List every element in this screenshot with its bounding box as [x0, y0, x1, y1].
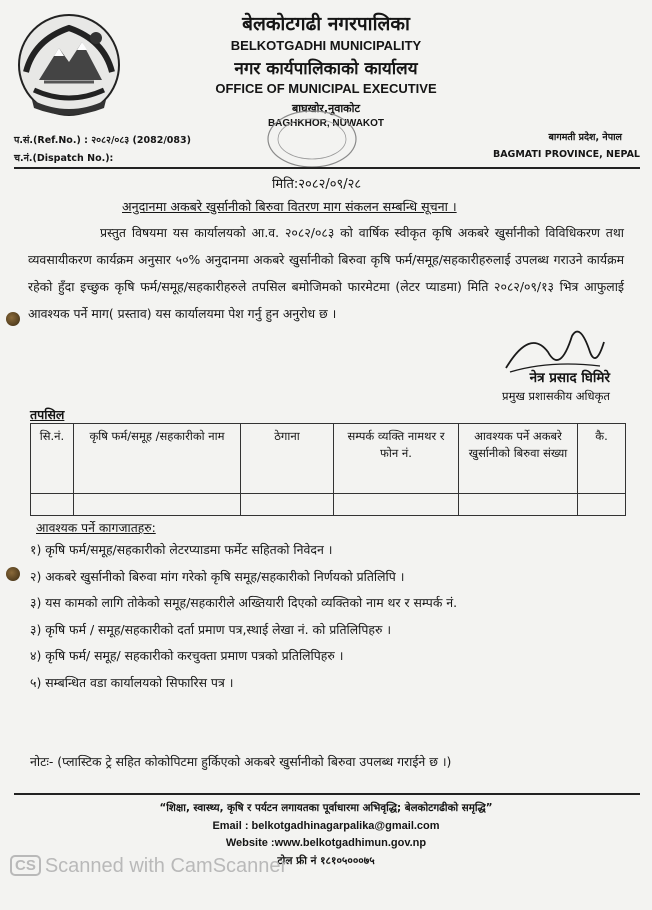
footer-tollfree: टोल फ्री नं १८१०५०००७५ — [277, 855, 375, 867]
col-header-seedling-count: आवश्यक पर्ने अकबरे खुर्सानीको बिरुवा संख्या — [459, 424, 578, 494]
list-item: ५) सम्बन्धित वडा कार्यालयको सिफारिस पत्र । — [30, 674, 234, 690]
signatory-title: प्रमुख प्रशासकीय अधिकृत — [502, 389, 610, 403]
table-header-row — [31, 424, 626, 494]
tapasil-label: तपसिल — [30, 407, 65, 422]
list-item: २) अकबरे खुर्सानीको बिरुवा मांग गरेको कृषि समूह/सहकारीको निर्णयको प्रतिलिपि । — [30, 568, 405, 584]
notice-body: प्रस्तुत विषयमा यस कार्यालयको आ.व. २०८२/०८३ को वार्षिक स्वीकृत कृषि अकबरे खुर्सानीको विविधिकरण तथा व्यवसायीकरण कार्यक्रम अनुसार ५०% अनुदानमा अकबरे खुर्सानीको बिरुवा कृषि फर्म/समूह/सहकारीहरुलाई उपलब्ध गराउने कार्यक्रम रहेको हुँदा इच्छुक कृषि फर्म/समूह/सहकारीहरुले तपसिल बमोजिमको फारमेटमा (लेटर प्याडमा) मिति २०८२/०९/१३ भित्र आफुलाई आवश्यक पर्ने माग( प्रस्ताव) यस कार्यालयमा पेश गर्नु हुन अनुरोध छ । — [28, 225, 624, 321]
letter-date: मिति:२०८२/०९/२८ — [272, 177, 362, 192]
office-name-np: नगर कार्यपालिकाको कार्यालय — [234, 59, 418, 79]
application-format-table — [30, 423, 626, 516]
municipality-name-en: BELKOTGADHI MUNICIPALITY — [230, 38, 422, 53]
note-text: नोटः- (प्लास्टिक ट्रे सहित कोकोपिटमा हुर्किएको अकबरे खुर्सानीको बिरुवा उपलब्ध गराईने छ ।) — [30, 754, 452, 769]
col-header-sn: सि.नं. — [31, 424, 74, 494]
header-divider — [14, 167, 640, 169]
camscanner-watermark — [10, 855, 287, 878]
punch-hole — [6, 567, 20, 581]
subject-line: अनुदानमा अकबरे खुर्सानीको बिरुवा वितरण माग संकलन सम्बन्धि सूचना । — [122, 199, 457, 214]
province-np: बागमती प्रदेश, नेपाल — [548, 132, 622, 143]
dispatch-number: च.नं.(Dispatch No.): — [14, 153, 114, 164]
col-header-contact: सम्पर्क व्यक्ति नामथर र फोन नं. — [334, 424, 459, 494]
footer-website: Website :www.belkotgadhimun.gov.np — [225, 837, 427, 849]
office-stamp — [262, 108, 362, 170]
address-np: बाघखोर,नुवाकोट — [291, 102, 361, 115]
punch-hole — [6, 312, 20, 326]
province-en: BAGMATI PROVINCE, NEPAL — [492, 149, 640, 160]
footer-divider — [14, 793, 640, 795]
col-header-firm-name: कृषि फर्म/समूह /सहकारीको नाम — [74, 424, 241, 494]
office-name-en: OFFICE OF MUNICIPAL EXECUTIVE — [215, 81, 437, 96]
list-item: ४) कृषि फर्म/ समूह/ सहकारीको करचुक्ता प्रमाण पत्रको प्रतिलिपिहरु । — [30, 648, 344, 663]
documents-label: आवश्यक पर्ने कागजातहरु: — [36, 521, 156, 535]
camscanner-logo-icon: CS — [10, 855, 41, 876]
address-en: BAGHKHOR, NUWAKOT — [267, 118, 385, 129]
col-header-remarks: कै. — [578, 424, 626, 494]
reference-number: प.सं.(Ref.No.) : २०८२/०८३ (2082/083) — [14, 135, 191, 146]
documents-list — [30, 537, 457, 696]
signatory-name: नेत्र प्रसाद घिमिरे — [529, 370, 610, 386]
list-item: १) कृषि फर्म/समूह/सहकारीको लेटरप्याडमा फर्मेट सहितको निवेदन । — [30, 542, 333, 557]
list-item: ३) कृषि फर्म / समूह/सहकारीको दर्ता प्रमाण पत्र,स्थाई लेखा नं. को प्रतिलिपिहरु । — [30, 621, 392, 637]
watermark-text: Scanned with CamScanner — [44, 855, 288, 877]
col-header-address: ठेगाना — [241, 424, 334, 494]
footer-email: Email : belkotgadhinagarpalika@gmail.com — [212, 820, 440, 832]
municipality-name-np: बेलकोटगढी नगरपालिका — [242, 13, 410, 35]
footer-slogan: “शिक्षा, स्वास्थ्य, कृषि र पर्यटन लगायतका पूर्वाधारमा अभिवृद्धि; बेलकोटगढीको समृद्धि” — [159, 802, 493, 814]
table-row — [31, 494, 626, 516]
list-item: ३) यस कामको लागि तोकेको समूह/सहकारीले अख्तियारी दिएको व्यक्तिको नाम थर र सम्पर्क नं. — [30, 595, 458, 610]
